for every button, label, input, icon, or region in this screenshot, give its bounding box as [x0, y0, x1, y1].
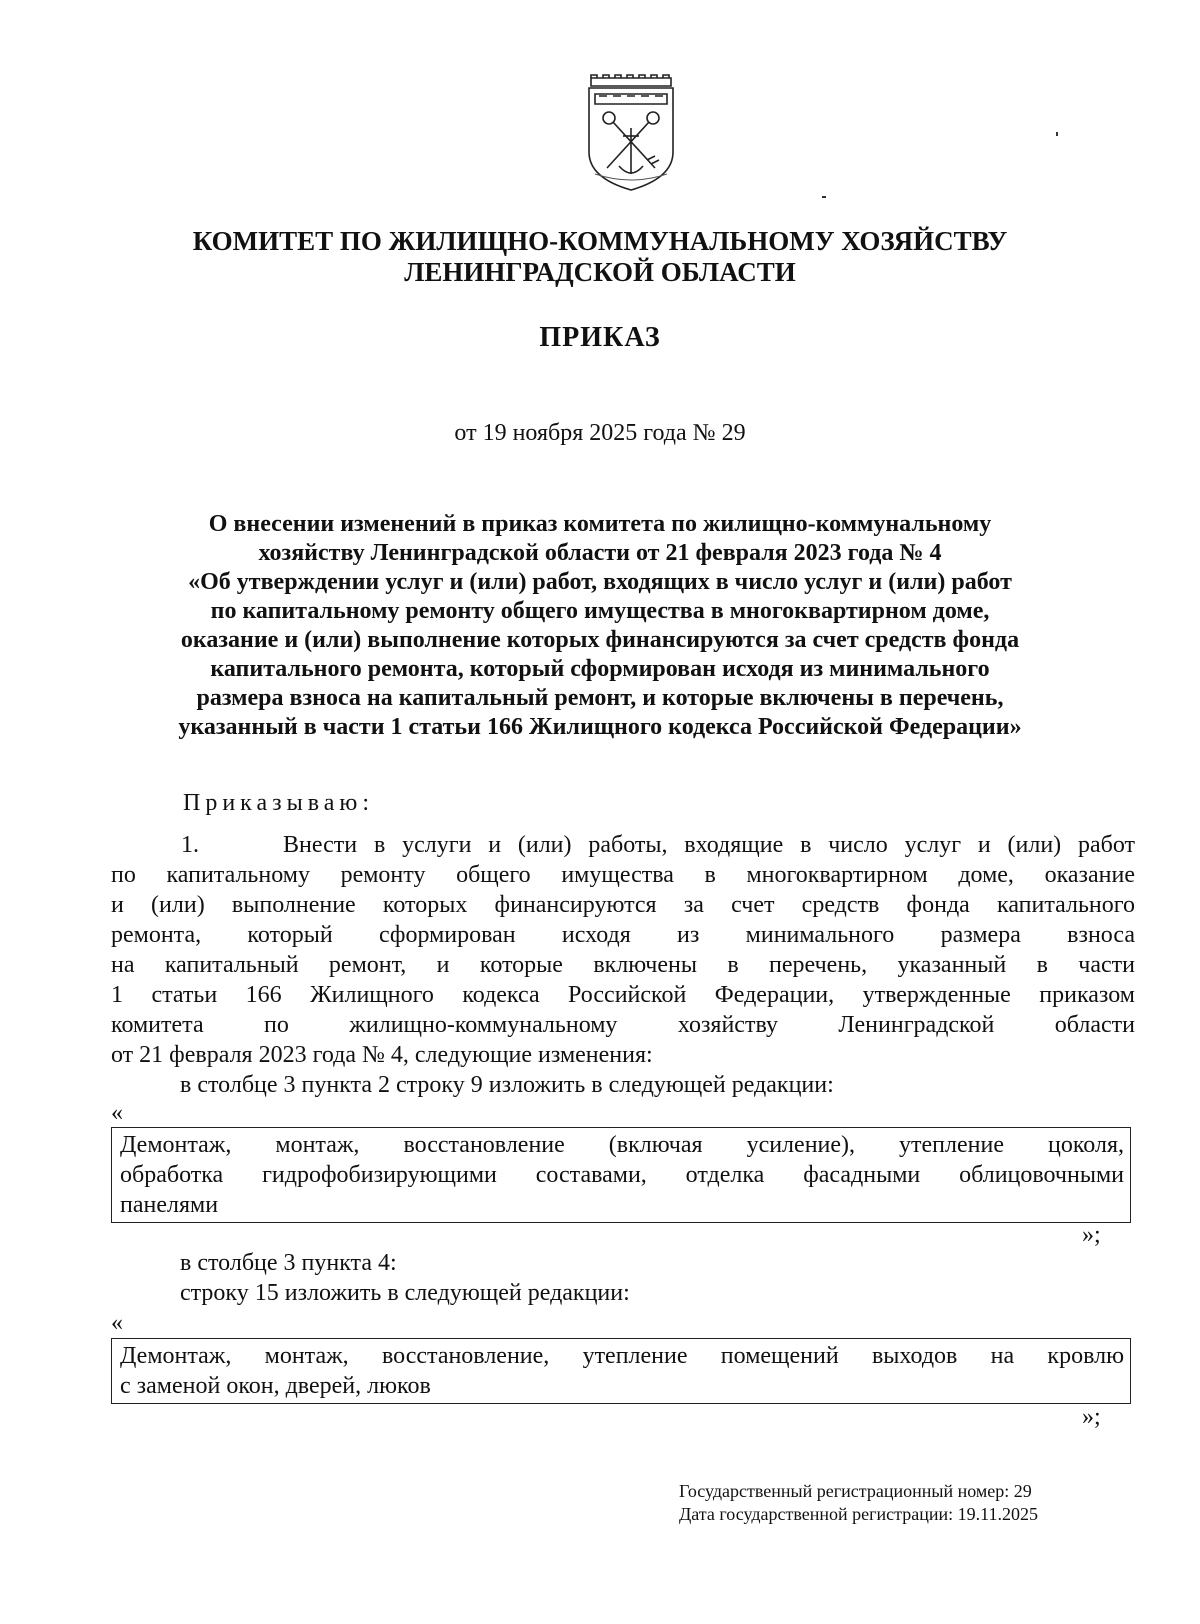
registration-date: Дата государственной регистрации: 19.11.2025 [679, 1504, 1038, 1524]
box-line: панелями [120, 1192, 219, 1218]
change-2-intro: в столбце 3 пункта 4: [180, 1250, 397, 1276]
change-1-intro: в столбце 3 пункта 2 строку 9 изложить в следующей редакции: [180, 1072, 834, 1098]
scan-speck [1056, 132, 1058, 136]
paragraph-line: и (или) выполнение которых финансируются за счет средств фонда капитального [111, 892, 1135, 918]
subject-line: хозяйству Ленинградской области от 21 февраля 2023 года № 4 [258, 540, 942, 566]
order-subject [0, 510, 1200, 742]
replacement-text-box-2 [111, 1338, 1131, 1404]
coat-of-arms-icon [585, 74, 677, 194]
box-line: Демонтаж, монтаж, восстановление, утепление помещений выходов на кровлю [120, 1343, 1124, 1369]
subject-line: оказание и (или) выполнение которых финансируются за счет средств фонда [180, 627, 1020, 653]
subject-line: по капитальному ремонту общего имущества в многоквартирном доме, [210, 598, 990, 624]
change-2-sub: строку 15 изложить в следующей редакции: [180, 1280, 630, 1306]
box-line: обработка гидрофобизирующими составами, отделка фасадными облицовочными [120, 1162, 1124, 1188]
subject-line: «Об утверждении услуг и (или) работ, входящих в число услуг и (или) работ [188, 569, 1012, 595]
quote-open-1: « [111, 1100, 123, 1126]
paragraph-line: на капитальный ремонт, и которые включены в перечень, указанный в части [111, 952, 1135, 978]
document-type-title: ПРИКАЗ [539, 322, 661, 353]
quote-open-2: « [111, 1310, 123, 1336]
authority-line-2: ЛЕНИНГРАДСКОЙ ОБЛАСТИ [404, 257, 796, 287]
order-directive-word: Приказываю: [183, 790, 374, 816]
box-line: с заменой окон, дверей, люков [120, 1373, 431, 1399]
paragraph-line: комитета по жилищно-коммунальному хозяйству Ленинградской области [111, 1012, 1135, 1038]
scan-speck [822, 196, 826, 198]
subject-line: капитального ремонта, который сформирован исходя из минимального [210, 656, 990, 682]
subject-line: размера взноса на капитальный ремонт, и которые включены в перечень, [196, 685, 1004, 711]
paragraph-line: от 21 февраля 2023 года № 4, следующие изменения: [111, 1042, 653, 1068]
replacement-text-box-1 [111, 1127, 1131, 1223]
quote-close-1: »; [1082, 1222, 1101, 1248]
paragraph-line: 1. Внести в услуги и (или) работы, входящие в число услуг и (или) работ [181, 832, 1135, 858]
authority-line-1: КОМИТЕТ ПО ЖИЛИЩНО-КОММУНАЛЬНОМУ ХОЗЯЙСТВУ [192, 226, 1008, 256]
subject-line: указанный в части 1 статьи 166 Жилищного кодекса Российской Федерации» [178, 714, 1022, 740]
registration-number: Государственный регистрационный номер: 29 [679, 1481, 1032, 1501]
order-date-number: от 19 ноября 2025 года № 29 [454, 420, 746, 446]
box-line: Демонтаж, монтаж, восстановление (включая усиление), утепление цоколя, [120, 1132, 1124, 1158]
paragraph-1 [111, 830, 1135, 1070]
issuing-authority [0, 226, 1200, 288]
subject-line: О внесении изменений в приказ комитета по жилищно-коммунальному [208, 511, 992, 537]
paragraph-line: ремонта, который сформирован исходя из минимального размера взноса [111, 922, 1135, 948]
paragraph-line: по капитальному ремонту общего имущества в многоквартирном доме, оказание [111, 862, 1135, 888]
quote-close-2: »; [1082, 1404, 1101, 1430]
paragraph-line: 1 статьи 166 Жилищного кодекса Российской Федерации, утвержденные приказом [111, 982, 1135, 1008]
